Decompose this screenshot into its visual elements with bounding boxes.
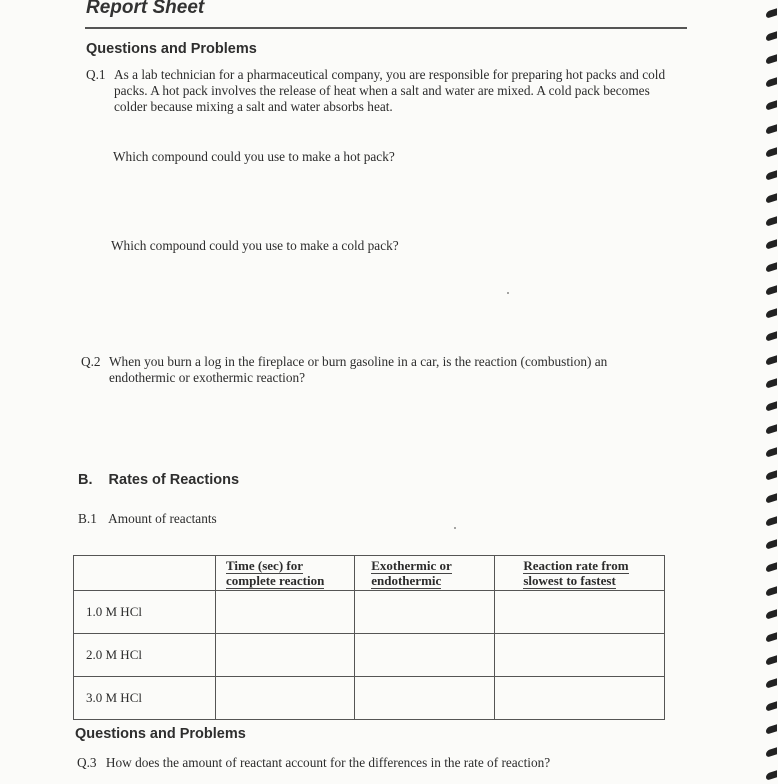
spiral-coil bbox=[766, 632, 777, 643]
spiral-coil bbox=[766, 193, 777, 204]
table-row bbox=[74, 591, 665, 634]
section-heading-rates bbox=[78, 472, 239, 488]
page-title: Report Sheet bbox=[86, 0, 205, 18]
question-1-number: Q.1 bbox=[86, 67, 106, 82]
question-1 bbox=[86, 67, 676, 115]
spiral-coil bbox=[766, 309, 777, 320]
spiral-coil bbox=[766, 424, 777, 435]
section-b-title: Rates of Reactions bbox=[108, 472, 240, 488]
spiral-coil bbox=[766, 493, 777, 504]
scan-speck bbox=[454, 527, 456, 529]
spiral-coil bbox=[766, 447, 777, 458]
question-3 bbox=[77, 755, 550, 771]
question-1-text: As a lab technician for a pharmaceutical company, you are responsible for preparing hot packs and cold packs. A hot pack involves the release of heat when a salt and water are mixed. A cold pack becomes colder because mixing a salt and water absorbs heat. bbox=[114, 67, 666, 114]
table-header-rate: Reaction rate from slowest to fastest bbox=[495, 556, 665, 591]
spiral-coil bbox=[766, 747, 777, 758]
table-cell-exo-endo[interactable] bbox=[355, 634, 495, 677]
spiral-coil bbox=[766, 124, 777, 135]
table-cell-exo-endo[interactable] bbox=[355, 591, 495, 634]
spiral-coil bbox=[766, 678, 777, 689]
spiral-coil bbox=[766, 216, 777, 227]
spiral-coil bbox=[766, 724, 777, 735]
question-1-prompt-cold: Which compound could you use to make a cold pack? bbox=[111, 238, 399, 253]
table-header-row bbox=[74, 556, 665, 591]
table-row-label: 2.0 M HCl bbox=[74, 634, 216, 677]
spiral-coil bbox=[766, 262, 777, 273]
spiral-coil bbox=[766, 701, 777, 712]
spiral-coil bbox=[766, 563, 777, 574]
header-rule bbox=[85, 27, 687, 29]
spiral-coil bbox=[766, 355, 777, 366]
table-header-blank bbox=[74, 556, 216, 591]
table-cell-time[interactable] bbox=[216, 677, 355, 720]
subsection-b1 bbox=[78, 511, 217, 527]
section-b-letter: B. bbox=[78, 472, 93, 488]
spiral-binding bbox=[764, 0, 778, 784]
spiral-coil bbox=[766, 31, 777, 42]
spiral-coil bbox=[766, 285, 777, 296]
question-2-number: Q.2 bbox=[81, 354, 101, 369]
spiral-coil bbox=[766, 101, 777, 112]
spiral-coil bbox=[766, 170, 777, 181]
spiral-coil bbox=[766, 239, 777, 250]
spiral-coil bbox=[766, 332, 777, 343]
table-cell-rate[interactable] bbox=[495, 591, 665, 634]
spiral-coil bbox=[766, 378, 777, 389]
table-row bbox=[74, 677, 665, 720]
spiral-coil bbox=[766, 540, 777, 551]
results-table bbox=[73, 555, 665, 720]
spiral-coil bbox=[766, 655, 777, 666]
question-3-number: Q.3 bbox=[77, 755, 97, 770]
spiral-coil bbox=[766, 8, 777, 19]
table-header-time: Time (sec) for complete reaction bbox=[216, 556, 355, 591]
spiral-coil bbox=[766, 609, 777, 620]
question-2 bbox=[81, 354, 659, 386]
table-cell-rate[interactable] bbox=[495, 677, 665, 720]
table-header-exo-endo: Exothermic or endothermic bbox=[355, 556, 495, 591]
spiral-coil bbox=[766, 54, 777, 65]
subsection-b1-label: Amount of reactants bbox=[108, 511, 217, 526]
section-heading-questions-2: Questions and Problems bbox=[75, 726, 246, 742]
spiral-coil bbox=[766, 401, 777, 412]
table-row-label: 3.0 M HCl bbox=[74, 677, 216, 720]
spiral-coil bbox=[766, 147, 777, 158]
table-cell-exo-endo[interactable] bbox=[355, 677, 495, 720]
question-1-prompt-hot: Which compound could you use to make a hot pack? bbox=[113, 149, 395, 164]
table-cell-rate[interactable] bbox=[495, 634, 665, 677]
table-row-label: 1.0 M HCl bbox=[74, 591, 216, 634]
spiral-coil bbox=[766, 470, 777, 481]
subsection-b1-number: B.1 bbox=[78, 511, 97, 526]
spiral-coil bbox=[766, 771, 777, 782]
question-3-text: How does the amount of reactant account for the differences in the rate of reaction? bbox=[105, 755, 551, 770]
spiral-coil bbox=[766, 586, 777, 597]
spiral-coil bbox=[766, 78, 777, 89]
question-2-text: When you burn a log in the fireplace or burn gasoline in a car, is the reaction (combustion) an endothermic or exothermic reaction? bbox=[109, 354, 608, 385]
section-heading-questions: Questions and Problems bbox=[86, 41, 257, 57]
scan-speck bbox=[507, 292, 509, 294]
table-cell-time[interactable] bbox=[216, 591, 355, 634]
table-row bbox=[74, 634, 665, 677]
table-cell-time[interactable] bbox=[216, 634, 355, 677]
spiral-coil bbox=[766, 516, 777, 527]
